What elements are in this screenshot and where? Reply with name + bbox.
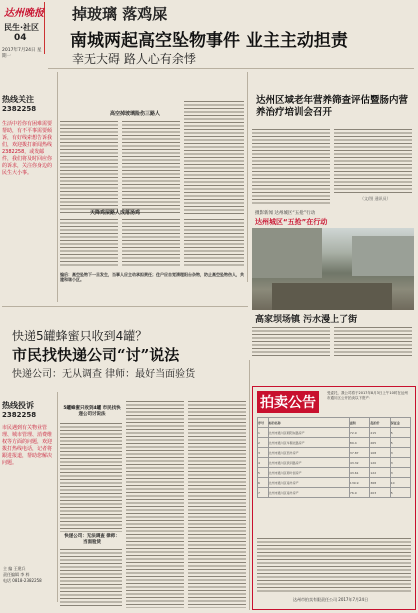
hotline-title: 热线关注 [2,95,34,104]
auction-terms [257,537,411,593]
cell: 7 [258,488,269,498]
article-column [334,128,412,194]
section-heading: 天降鸡屎路人成落汤鸡 [90,210,141,216]
auction-footer: 达州市拍卖有限责任公司 2017年7月24日 [293,597,369,602]
cell: 达州市通川区南外房产 [268,488,349,498]
cell: 达州市通川区荷叶街房产 [268,468,349,478]
table-header: 面积 [349,418,369,428]
table-header: 标的名称 [268,418,349,428]
cell: 5 [390,438,410,448]
column-divider [57,72,58,302]
hotline-box [2,400,54,530]
article-column [188,400,246,608]
table-row [258,438,411,448]
article-column [334,326,412,356]
right-story-title: 达州区域老年营养筛查评估暨肠内营养治疗培训会召开 [256,95,409,118]
article-column [60,422,122,532]
cell: 265 [370,438,390,448]
article-column [60,548,122,608]
table-row [258,468,411,478]
cell: 203 [370,488,390,498]
cell: 43.32 [349,458,369,468]
hotline-box [2,94,54,274]
second-headline: 市民找快递公司“讨”说法 [12,346,180,364]
cell: 达州市通川区滨河路房产 [268,458,349,468]
column-divider [57,392,58,602]
cell: 2 [258,438,269,448]
cell: 达州市通川区南外房产 [268,478,349,488]
lead-kicker: 掉玻璃 落鸡屎 [72,5,168,23]
byline: （文/图 通讯员） [360,196,391,201]
section-heading: 高空掉玻璃险伤三路人 [110,111,161,117]
auction-table [257,417,411,498]
table-row [258,458,411,468]
auction-intro: 受委托，我公司将于2017年8月3日上午10时在达州市通川区公开拍卖以下资产： [327,391,408,400]
street-photo [252,228,414,310]
cell: 6 [258,478,269,488]
cell: 215 [370,428,390,438]
photo-caption-bottom: 高家坝场镇 污水漫上了街 [255,315,358,325]
cell: 5 [390,428,410,438]
phone-number: 0818-2382258 [12,578,42,583]
editor-label: 主 编 [3,566,13,571]
article-column [122,120,180,215]
cell: 达州市通川区西外房产 [268,448,349,458]
article-column [252,128,330,204]
building-shape [352,236,414,276]
cell: 5 [390,488,410,498]
cell: 10 [390,478,410,488]
lead-headline: 南城两起高空坠物事件 业主主动担责 [70,31,348,51]
street-water [272,283,392,310]
cell: 37.87 [349,448,369,458]
editor-note: 编后：高空坠物下一旦发生，当事人应主动承担责任；住户应自觉清理阳台杂物，防止高空坠物伤人，共建和谐小区。 [60,272,244,282]
building-shape [252,228,322,278]
masthead [2,2,45,59]
cell: 1 [258,428,269,438]
cell: 76.9 [349,488,369,498]
article-column [122,218,180,268]
cell: 368 [370,478,390,488]
editors-block [3,566,55,584]
cell: 89.4 [349,438,369,448]
hotline-number: 2382258 [2,105,37,113]
auction-title: 拍卖公告 [257,391,319,413]
article-column [184,100,244,215]
auction-header-row [258,418,411,428]
table-row [258,428,411,438]
phone-label: 电话 [3,578,11,583]
column-divider [249,360,250,610]
cell: 122 [370,468,390,478]
section-heading: 快递公司：无法调查 律师：当面验货 [64,534,120,545]
table-row [258,478,411,488]
table-header: 序号 [258,418,269,428]
column-divider [247,72,248,282]
table-header: 保证金 [390,418,410,428]
checker-label: 责任编辑 [3,572,19,577]
hotline-title: 热线投诉 [2,401,34,410]
auction-box [252,386,416,610]
section-title: 民生·社区 [4,23,40,32]
photo-caption-top: 摄影新闻 达州城区“五抢”行动 [255,211,316,216]
cell: 达州市通川区华蜀北路房产 [268,438,349,448]
article-column [126,400,184,608]
cell: 3 [390,448,410,458]
cell: 139.9 [349,478,369,488]
divider [2,306,248,307]
hotline-text: 市民遇到有关物业管理、城市管理、消费维权等方面的问题，欢迎拨打热线电话，记者将跟进报道，帮助您解决问题。 [2,425,53,466]
cell: 达州市通川区朝阳东路房产 [268,428,349,438]
checker-name: 李 梓 [20,572,30,577]
cell: 3 [390,468,410,478]
divider [48,68,414,69]
cell: 108 [370,448,390,458]
table-header: 起拍价 [370,418,390,428]
article-column [60,218,118,268]
cell: 72.9 [349,428,369,438]
cell: 120 [370,458,390,468]
hotline-text: 生活中若你有困难需要帮助，有不平事需要倾诉，有好线索想告诉我们，欢迎拨打新闻热线2382258，或发邮件，我们将及时回应你的诉求，关注你身边的民生大小事。 [2,121,53,176]
cell: 5 [258,468,269,478]
article-column [60,120,118,215]
article-column [252,326,330,356]
article-column [184,218,244,268]
lead-subhead: 幸无大碍 路人心有余悸 [72,52,196,66]
second-subhead: 快递公司：无从调查 律师：最好当面验货 [12,369,196,380]
second-kicker: 快递5罐蜂蜜只收到4罐？ [12,329,148,343]
table-row [258,488,411,498]
cell: 4 [258,458,269,468]
hotline-number: 2382258 [2,411,37,419]
newspaper-logo: 达州晚报 [4,8,44,19]
cell: 3 [258,448,269,458]
page-number: 04 [14,33,27,43]
photo-caption-red: 达州城区“五抢”在行动 [255,218,328,226]
cell: 3 [390,458,410,468]
table-row [258,448,411,458]
cell: 43.61 [349,468,369,478]
issue-date: 2017年7月24日 星期一 [2,48,42,59]
editor-name: 王建兵 [13,566,26,571]
section-heading: 5罐蜂蜜只收到4罐 市民找快递公司讨说法 [63,406,121,417]
